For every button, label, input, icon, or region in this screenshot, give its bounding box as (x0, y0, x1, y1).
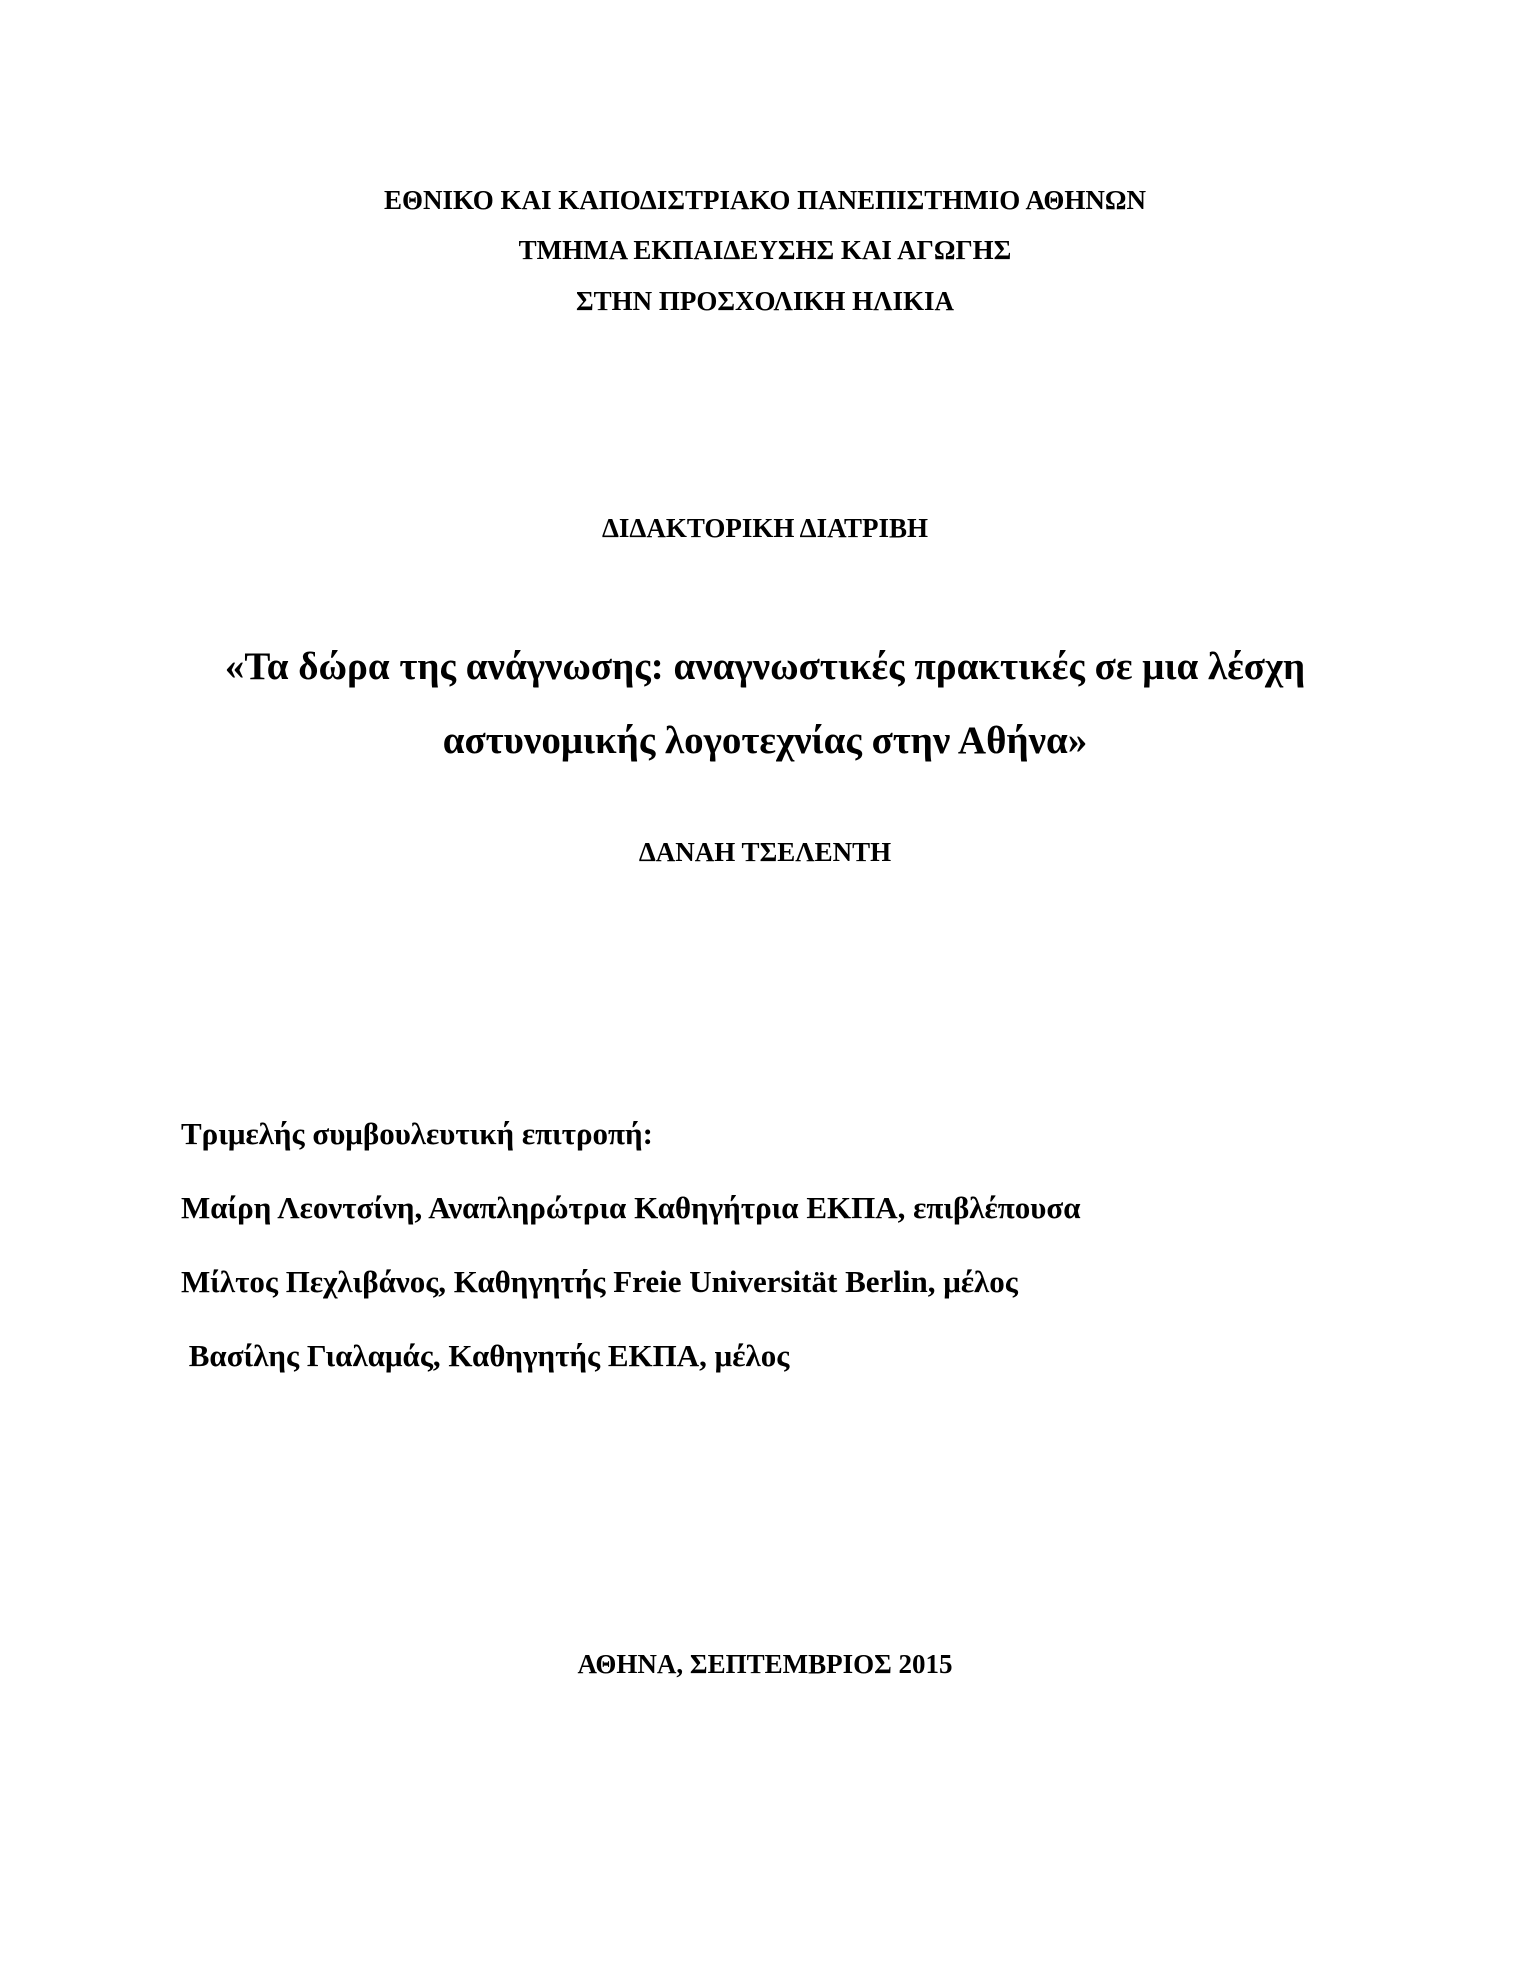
committee-member: Βασίλης Γιαλαμάς, Καθηγητής ΕΚΠΑ, μέλος (181, 1338, 790, 1373)
department-line-2: ΣΤΗΝ ΠΡΟΣΧΟΛΙΚΗ ΗΛΙΚΙΑ (575, 286, 955, 316)
university-name: ΕΘΝΙΚΟ ΚΑΙ ΚΑΠΟΔΙΣΤΡΙΑΚΟ ΠΑΝΕΠΙΣΤΗΜΙΟ ΑΘΗΝΩΝ (383, 185, 1147, 215)
committee-member: Μαίρη Λεοντσίνη, Αναπληρώτρια Καθηγήτρια ΕΚΠΑ, επιβλέπουσα (181, 1190, 1081, 1225)
thesis-title-line-1: «Τα δώρα της ανάγνωσης: αναγνωστικές πρακτικές σε μια λέσχη (224, 645, 1306, 688)
department-line-1: ΤΜΗΜΑ ΕΚΠΑΙΔΕΥΣΗΣ ΚΑΙ ΑΓΩΓΗΣ (518, 235, 1012, 265)
thesis-title-line-2: αστυνομικής λογοτεχνίας στην Αθήνα» (442, 719, 1088, 762)
document-type: ΔΙΔΑΚΤΟΡΙΚΗ ΔΙΑΤΡΙΒΗ (602, 513, 928, 543)
committee-member: Μίλτος Πεχλιβάνος, Καθηγητής Freie Universität Berlin, μέλος (181, 1264, 1018, 1299)
committee-heading: Τριμελής συμβουλευτική επιτροπή: (181, 1116, 653, 1151)
place-and-date: ΑΘΗΝΑ, ΣΕΠΤΕΜΒΡΙΟΣ 2015 (577, 1649, 953, 1679)
author-name: ΔΑΝΑΗ ΤΣΕΛΕΝΤΗ (638, 837, 892, 867)
